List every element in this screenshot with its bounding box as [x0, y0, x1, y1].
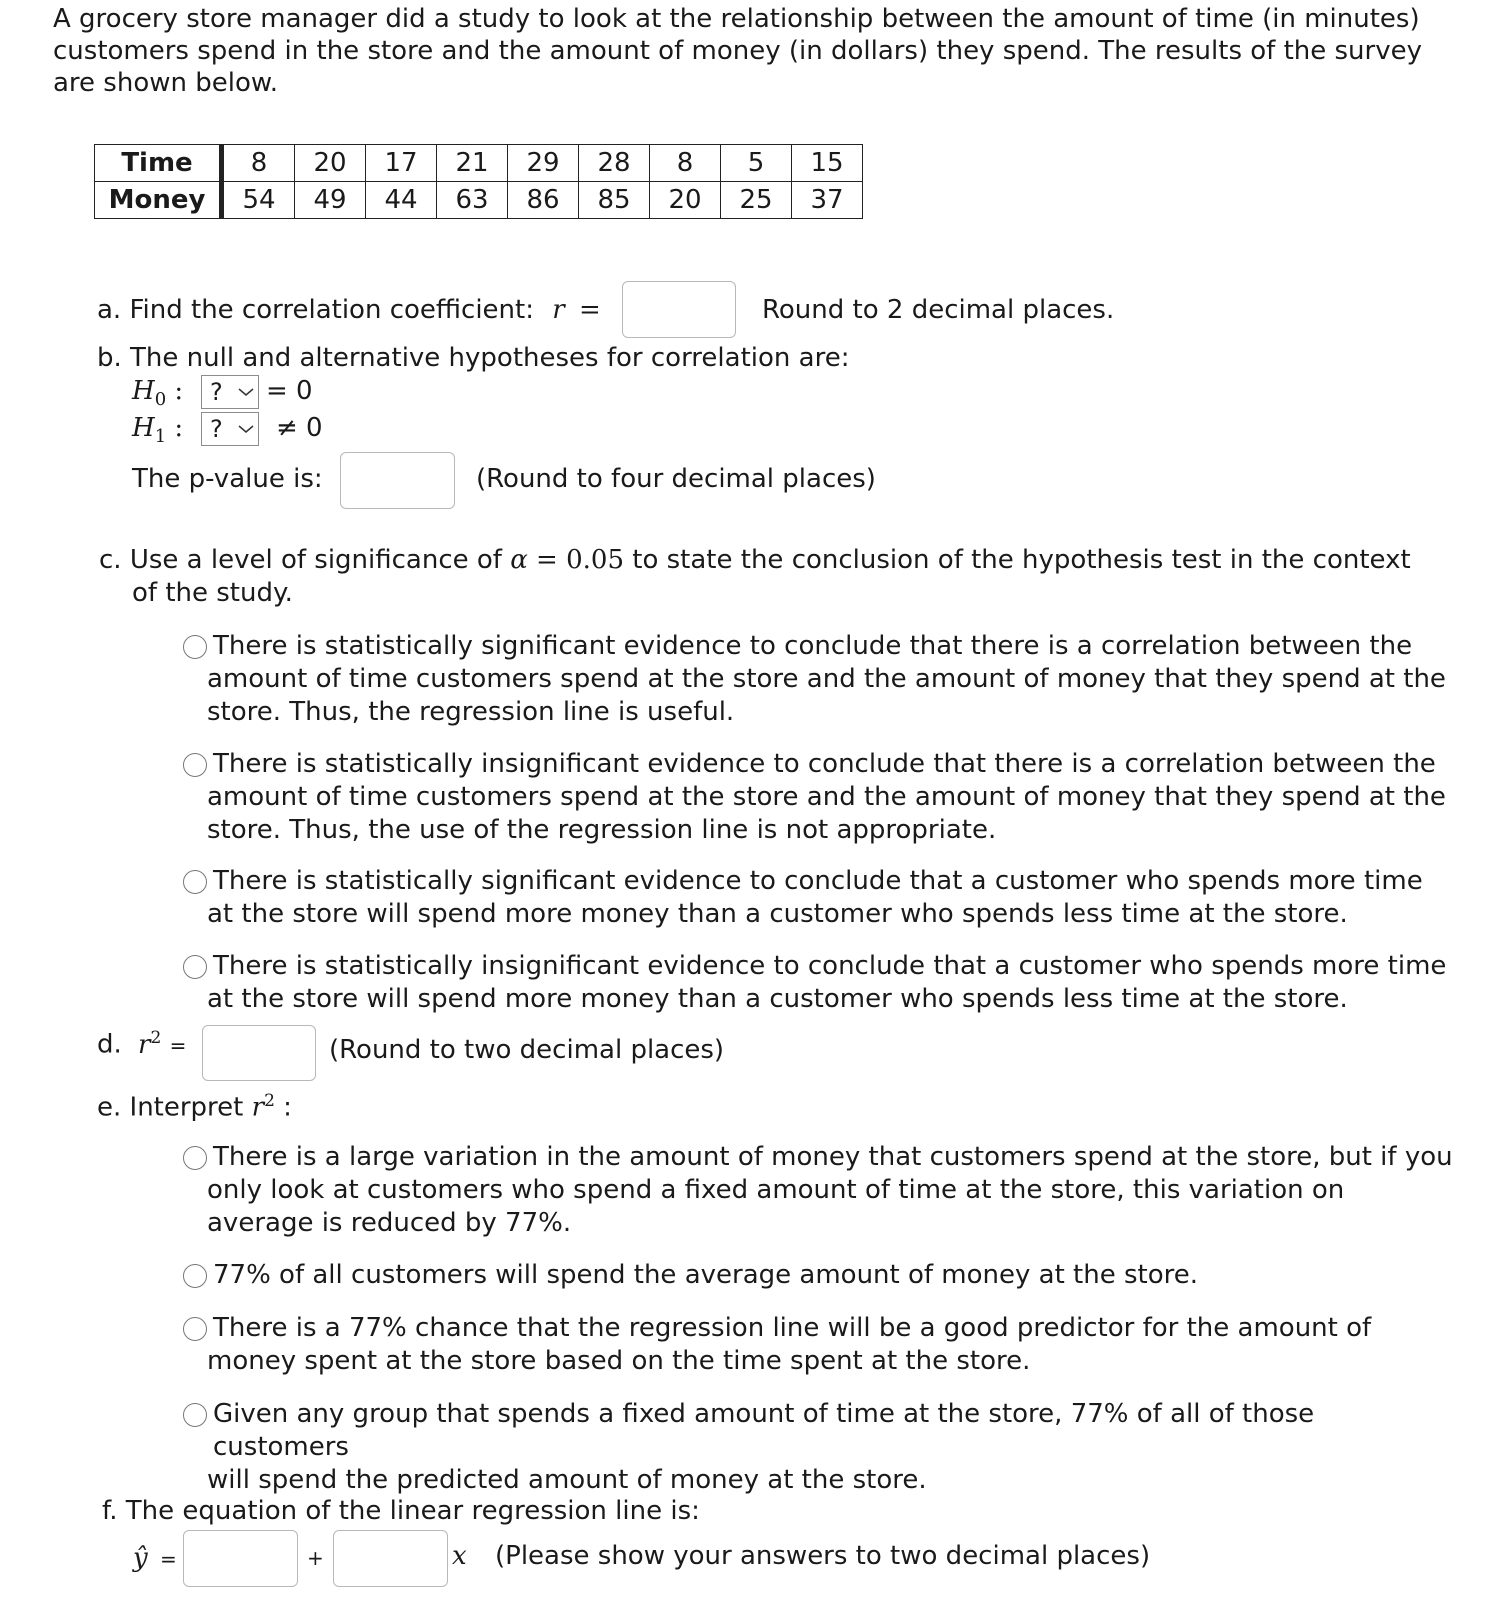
squared-superscript: 2	[150, 1028, 162, 1048]
option-line: There is a 77% chance that the regression line will be a good predictor for the amount of	[213, 1313, 1372, 1343]
alpha-symbol: α	[510, 545, 528, 575]
h0-colon: :	[174, 376, 184, 406]
h0-symbol: H	[132, 376, 155, 406]
equals-sign: =	[169, 1033, 187, 1058]
conclusion-option-2-text	[207, 748, 1453, 847]
pvalue-input[interactable]	[340, 452, 455, 509]
table-cell: 25	[721, 182, 792, 219]
table-cell: 15	[792, 145, 863, 182]
option-line: money spent at the store based on the time spent at the store.	[207, 1346, 1031, 1376]
h1-parameter-select[interactable]	[201, 412, 259, 446]
option-line: There is statistically insignificant evidence to conclude that a customer who spends more time	[213, 951, 1447, 981]
option-line: There is statistically significant evidence to conclude that there is a correlation between the	[213, 631, 1413, 661]
table-cell: 49	[295, 182, 366, 219]
table-cell: 20	[295, 145, 366, 182]
pvalue-hint: (Round to four decimal places)	[476, 464, 876, 494]
option-line: amount of time customers spend at the store and the amount of money that they spend at the	[207, 664, 1446, 694]
r-symbol: r	[138, 1029, 151, 1060]
alpha-value: = 0.05	[536, 545, 624, 575]
option-line: amount of time customers spend at the store and the amount of money that they spend at the	[207, 782, 1446, 812]
interpret-option-1-radio[interactable]	[183, 1146, 207, 1170]
conclusion-option-1-text	[207, 630, 1453, 729]
part-c-question-line-2: of the study.	[132, 578, 293, 608]
row-header-money: Money	[95, 182, 222, 219]
pvalue-label: The p-value is:	[132, 464, 323, 494]
interpret-option-1-text	[207, 1141, 1453, 1240]
squared-superscript: 2	[264, 1091, 275, 1111]
data-table	[94, 144, 863, 219]
x-symbol: x	[452, 1541, 467, 1571]
table-cell: 8	[650, 145, 721, 182]
option-line: 77% of all customers will spend the average amount of money at the store.	[213, 1260, 1199, 1290]
equals-sign: =	[578, 295, 601, 325]
conclusion-option-3-radio[interactable]	[183, 870, 207, 894]
table-cell: 63	[437, 182, 508, 219]
conclusion-option-4-radio[interactable]	[183, 955, 207, 979]
option-line: There is a large variation in the amount of money that customers spend at the store, but if you	[213, 1142, 1453, 1172]
chevron-down-icon	[238, 387, 254, 397]
table-cell: 5	[721, 145, 792, 182]
option-line: Given any group that spends a fixed amount of time at the store, 77% of all of those customers	[213, 1399, 1315, 1462]
table-cell: 85	[579, 182, 650, 219]
interpret-option-2-text	[213, 1259, 1453, 1292]
h0-label	[132, 375, 183, 416]
part-a-question	[97, 294, 601, 327]
table-cell: 21	[437, 145, 508, 182]
h1-colon: :	[174, 413, 184, 443]
table-cell: 54	[222, 182, 295, 219]
yhat-label	[133, 1542, 177, 1576]
slope-input[interactable]	[333, 1530, 448, 1587]
row-header-time: Time	[95, 145, 222, 182]
part-e-prefix: e. Interpret	[97, 1092, 244, 1123]
part-f-hint: (Please show your answers to two decimal places)	[495, 1541, 1151, 1571]
table-cell: 86	[508, 182, 579, 219]
h1-label	[132, 412, 183, 453]
table-cell: 17	[366, 145, 437, 182]
conclusion-option-1-radio[interactable]	[183, 635, 207, 659]
part-b-question: b. The null and alternative hypotheses for correlation are:	[97, 343, 850, 373]
part-d-hint: (Round to two decimal places)	[329, 1035, 725, 1065]
h0-select-value: ?	[210, 378, 223, 406]
table-cell: 28	[579, 145, 650, 182]
option-line: There is statistically insignificant evidence to conclude that there is a correlation between the	[213, 749, 1436, 779]
table-cell: 44	[366, 182, 437, 219]
table-cell: 8	[222, 145, 295, 182]
part-f-question: f. The equation of the linear regression line is:	[102, 1496, 700, 1526]
part-e-colon: :	[283, 1092, 292, 1123]
option-line: at the store will spend more money than a customer who spends less time at the store.	[207, 984, 1348, 1014]
part-a-hint: Round to 2 decimal places.	[762, 295, 1115, 325]
part-e-label	[97, 1085, 292, 1125]
option-line: will spend the predicted amount of money at the store.	[207, 1465, 927, 1495]
h1-select-value: ?	[210, 415, 223, 443]
option-line: at the store will spend more money than a customer who spends less time at the store.	[207, 899, 1348, 929]
interpret-option-4-text	[207, 1398, 1453, 1497]
intro-line-1: A grocery store manager did a study to look at the relationship between the amount of time (in minutes)	[53, 4, 1420, 34]
table-row	[95, 182, 863, 219]
option-line: average is reduced by 77%.	[207, 1208, 572, 1238]
part-c-prefix: c. Use a level of significance of	[99, 545, 502, 575]
h0-relation: = 0	[266, 376, 313, 406]
part-d-label	[97, 1022, 186, 1063]
part-a-prefix: a. Find the correlation coefficient:	[97, 295, 534, 325]
intercept-input[interactable]	[183, 1530, 298, 1587]
part-d-prefix: d.	[97, 1029, 122, 1060]
part-c-suffix: to state the conclusion of the hypothesis test in the context	[632, 545, 1411, 575]
table-cell: 37	[792, 182, 863, 219]
conclusion-option-3-text	[207, 865, 1453, 931]
option-line: only look at customers who spend a fixed amount of time at the store, this variation on	[207, 1175, 1345, 1205]
conclusion-option-2-radio[interactable]	[183, 753, 207, 777]
r-squared-input[interactable]	[202, 1025, 316, 1081]
table-cell: 20	[650, 182, 721, 219]
r-symbol: r	[552, 295, 565, 325]
option-line: store. Thus, the use of the regression line is not appropriate.	[207, 815, 997, 845]
intro-line-2: customers spend in the store and the amount of money (in dollars) they spend. The results of the survey	[53, 36, 1422, 66]
table-row	[95, 145, 863, 182]
table-cell: 29	[508, 145, 579, 182]
plus-sign: +	[307, 1546, 324, 1570]
r-symbol: r	[251, 1092, 265, 1123]
h1-symbol: H	[132, 413, 155, 443]
h1-subscript: 1	[154, 426, 167, 448]
h0-subscript: 0	[154, 389, 167, 411]
h0-parameter-select[interactable]	[201, 375, 259, 409]
option-line: store. Thus, the regression line is useful.	[207, 697, 735, 727]
conclusion-option-4-text	[207, 950, 1453, 1016]
option-line: There is statistically significant evidence to conclude that a customer who spends more time	[213, 866, 1423, 896]
equals-sign: =	[159, 1547, 177, 1571]
part-c-question-line-1	[99, 544, 1411, 577]
h1-relation: ≠ 0	[276, 413, 323, 443]
interpret-option-4-radio[interactable]	[183, 1403, 207, 1427]
yhat-symbol: ŷ	[133, 1543, 148, 1573]
chevron-down-icon	[238, 424, 254, 434]
interpret-option-3-text	[207, 1312, 1453, 1378]
intro-line-3: are shown below.	[53, 68, 279, 98]
interpret-option-2-radio[interactable]	[183, 1264, 207, 1288]
interpret-option-3-radio[interactable]	[183, 1317, 207, 1341]
correlation-coefficient-input[interactable]	[622, 281, 736, 338]
